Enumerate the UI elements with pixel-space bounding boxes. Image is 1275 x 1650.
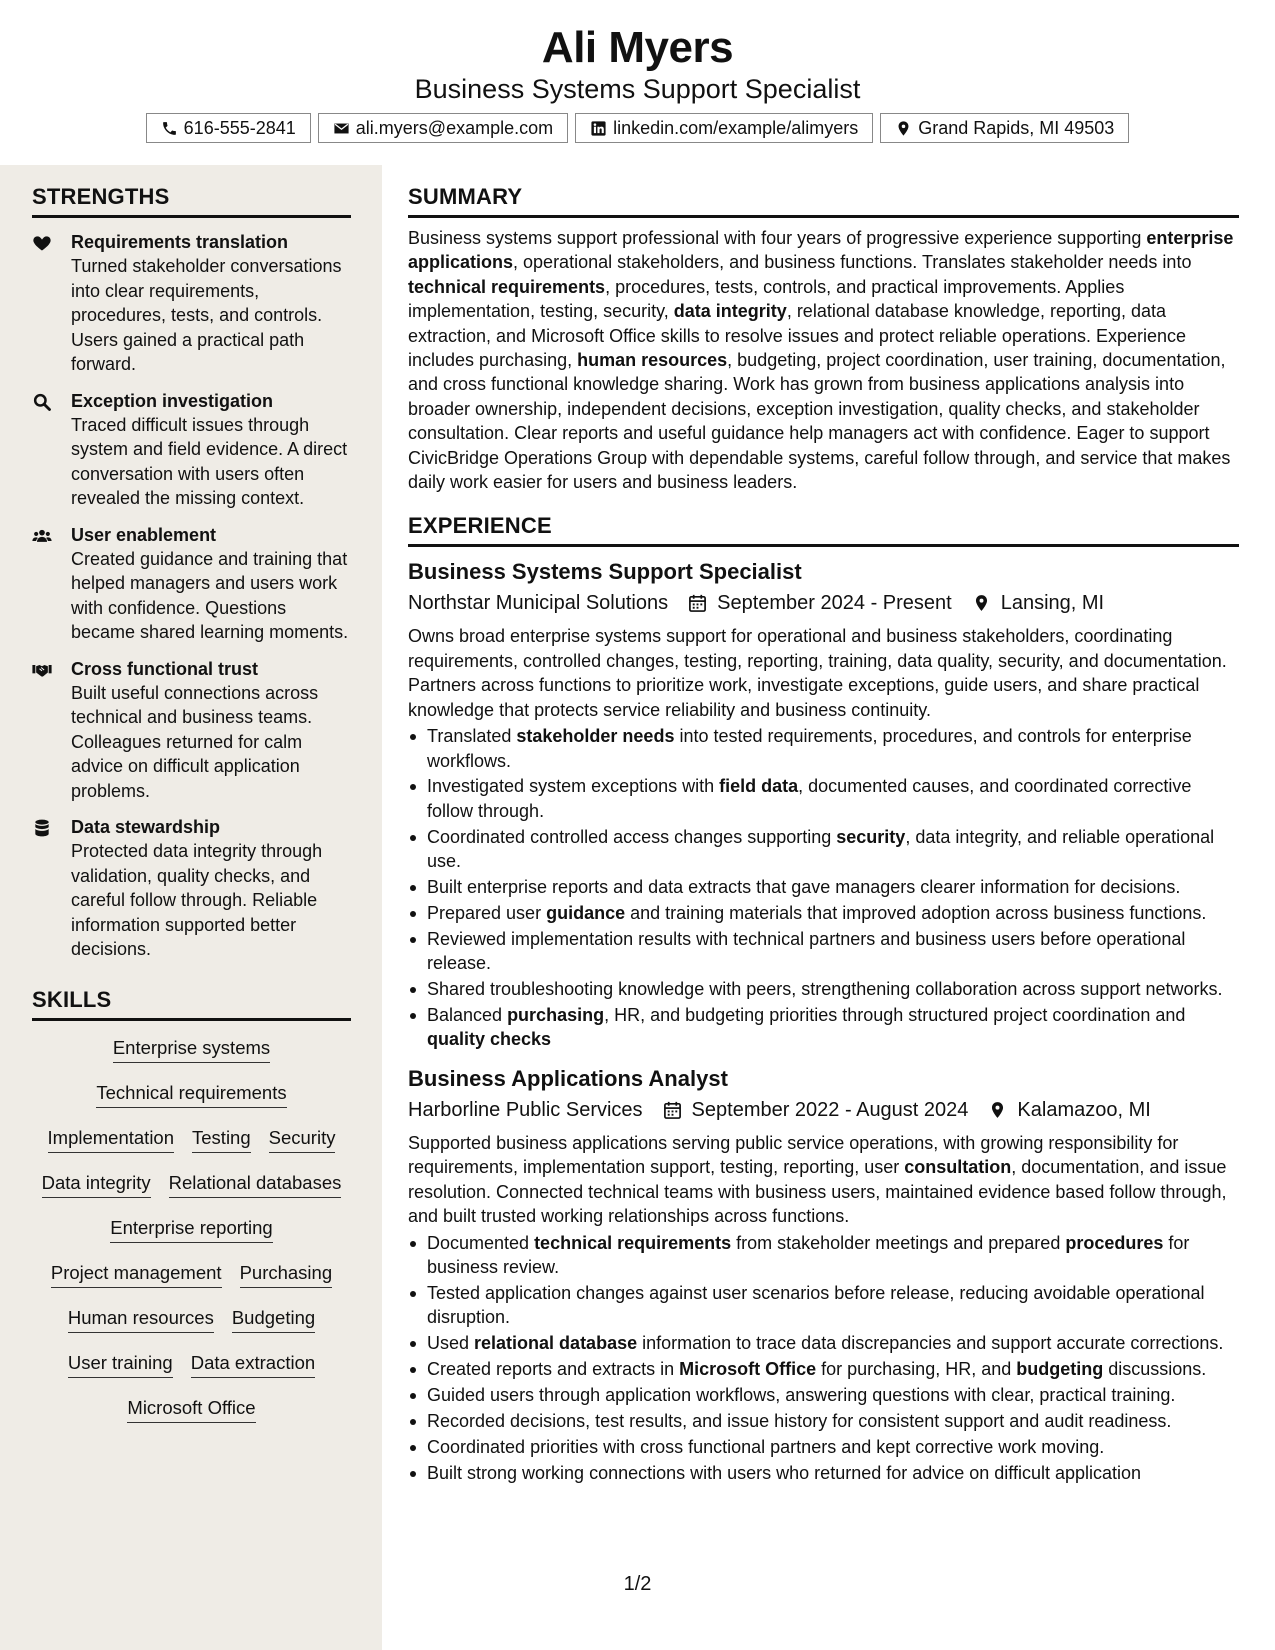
- skill-row: [32, 1168, 351, 1213]
- strength-description: Protected data integrity through validation, quality checks, and careful follow through. Reliable information supported better decisions.: [71, 841, 323, 959]
- bullet-item: [408, 1357, 1239, 1381]
- skill-tag: Testing: [192, 1125, 251, 1153]
- contact-location[interactable]: [880, 113, 1129, 143]
- bold-text: stakeholder needs: [516, 726, 675, 747]
- bullet-item: [408, 1409, 1239, 1433]
- contact-linkedin-text: linkedin.com/example/alimyers: [613, 118, 859, 138]
- text-run: , procedures, tests, controls, and practical improvements. Applies implementation, testing, security,: [408, 276, 1125, 322]
- contact-bar: [0, 113, 1275, 143]
- text-run: Created reports and extracts in: [427, 1359, 680, 1380]
- skill-tag: Security: [269, 1125, 336, 1153]
- skill-row: [32, 1123, 351, 1168]
- contact-phone[interactable]: [146, 113, 311, 143]
- text-run: Coordinated priorities with cross functional partners and kept corrective work moving.: [427, 1436, 1105, 1457]
- text-run: , budgeting, project coordination, user training, documentation, and cross functional knowledge sharing. Work has grown from business applications analysis into broader ownership, independent decisions, exception investigation, quality checks, and stakeholder consultation. Clear reports and useful guidance help managers act with confidence. Eager to support CivicBridge Operations Group with dependable systems, careful follow through, and service that makes daily work easier for users and business leaders.: [408, 350, 1231, 493]
- bold-text: human resources: [577, 350, 728, 371]
- skill-tag: Enterprise systems: [113, 1035, 270, 1063]
- text-run: Business systems support professional with four years of progressive experience supporting: [408, 228, 1147, 248]
- skill-row: [32, 1303, 351, 1348]
- strength-item: [32, 230, 351, 377]
- text-run: Investigated system exceptions with: [427, 776, 720, 797]
- job-meta: [408, 1095, 1239, 1125]
- bold-text: data integrity: [673, 301, 787, 322]
- skill-row: [32, 1393, 351, 1438]
- bold-text: field data: [719, 776, 799, 797]
- skill-tag: Project management: [51, 1260, 222, 1288]
- bullet-item: [408, 977, 1239, 1001]
- candidate-title: Business Systems Support Specialist: [414, 74, 861, 104]
- skill-tag: Human resources: [68, 1305, 214, 1333]
- skill-tag: Enterprise reporting: [110, 1215, 272, 1243]
- job-dates: September 2022 - August 2024: [691, 1098, 969, 1121]
- contact-location-text: Grand Rapids, MI 49503: [918, 118, 1115, 138]
- bold-text: technical requirements: [408, 276, 606, 297]
- skill-tag: Implementation: [48, 1125, 174, 1153]
- job-location: Kalamazoo, MI: [1017, 1098, 1151, 1121]
- database-icon: [32, 818, 54, 838]
- bold-text: relational database: [474, 1333, 638, 1354]
- text-run: Prepared user: [427, 902, 547, 923]
- location-pin-icon: [895, 120, 912, 137]
- text-run: into tested requirements, procedures, and controls for enterprise workflows.: [427, 726, 1192, 771]
- bold-text: budgeting: [1016, 1359, 1104, 1380]
- bullet-item: [408, 1331, 1239, 1355]
- bullet-item: [408, 901, 1239, 925]
- contact-email-text: ali.myers@example.com: [355, 118, 554, 138]
- bullet-item: [408, 1231, 1239, 1280]
- experience-heading: EXPERIENCE: [408, 512, 1239, 547]
- text-run: from stakeholder meetings and prepared: [731, 1232, 1066, 1253]
- skill-tag: User training: [68, 1350, 173, 1378]
- strength-item: [32, 523, 351, 645]
- skill-row: [32, 1348, 351, 1393]
- linkedin-icon: [590, 120, 607, 137]
- sidebar: [0, 165, 382, 1650]
- skill-row: [32, 1213, 351, 1258]
- job-entry: [408, 557, 1239, 1051]
- text-run: information to trace data discrepancies and support accurate corrections.: [637, 1333, 1224, 1354]
- skill-row: [32, 1033, 351, 1078]
- bold-text: procedures: [1065, 1232, 1164, 1253]
- text-run: for purchasing, HR, and: [816, 1359, 1017, 1380]
- summary-heading: SUMMARY: [408, 183, 1239, 218]
- summary-text: [408, 226, 1239, 494]
- text-run: Supported business applications serving public service operations, with growing responsibility for requirements, implementation support, testing, reporting, user: [408, 1132, 1179, 1178]
- handshake-icon: [32, 660, 54, 680]
- main-content: [408, 165, 1239, 1487]
- strength-title: Data stewardship: [71, 817, 221, 837]
- strength-description: Turned stakeholder conversations into clear requirements, procedures, tests, and controls. Users gained a practical path forward.: [71, 256, 342, 374]
- calendar-icon: [663, 1100, 682, 1120]
- skill-tag: Budgeting: [232, 1305, 315, 1333]
- bullet-item: [408, 825, 1239, 874]
- skill-tag: Microsoft Office: [127, 1395, 255, 1423]
- bold-text: security: [836, 826, 906, 847]
- job-entry: [408, 1064, 1239, 1485]
- bold-text: Microsoft Office: [679, 1359, 817, 1380]
- heart-icon: [32, 233, 54, 253]
- job-title: Business Applications Analyst: [408, 1065, 728, 1091]
- bullet-item: [408, 1435, 1239, 1459]
- job-location: Lansing, MI: [1000, 592, 1105, 615]
- job-company: Harborline Public Services: [408, 1098, 643, 1121]
- job-bullets: [408, 1231, 1239, 1486]
- strength-item: [32, 389, 351, 511]
- skill-tag: Data integrity: [42, 1170, 151, 1198]
- strength-description: Built useful connections across technical and business teams. Colleagues returned for calm advice on difficult application problems.: [71, 682, 319, 801]
- bold-text: purchasing: [507, 1005, 605, 1026]
- skills-heading: SKILLS: [32, 986, 351, 1021]
- skills-section: [32, 986, 351, 1438]
- users-icon: [32, 526, 54, 546]
- skill-tag: Data extraction: [191, 1350, 315, 1378]
- phone-icon: [161, 120, 178, 137]
- bullet-item: [408, 1281, 1239, 1330]
- text-run: Documented: [427, 1232, 535, 1253]
- bold-text: guidance: [546, 902, 626, 923]
- text-run: discussions.: [1103, 1359, 1207, 1380]
- bold-text: consultation: [904, 1157, 1012, 1178]
- contact-email[interactable]: [318, 113, 568, 143]
- text-run: , data integrity, and reliable operational use.: [427, 826, 1215, 872]
- skill-tag: Purchasing: [240, 1260, 333, 1288]
- skill-row: [32, 1258, 351, 1303]
- strength-item: [32, 815, 351, 962]
- job-meta: [408, 588, 1239, 618]
- calendar-icon: [688, 593, 707, 613]
- bullet-item: [408, 875, 1239, 899]
- skill-row: [32, 1078, 351, 1123]
- bullet-item: [408, 927, 1239, 976]
- bold-text: technical requirements: [534, 1232, 732, 1253]
- strength-item: [32, 657, 351, 804]
- job-company: Northstar Municipal Solutions: [408, 592, 669, 615]
- text-run: Built strong working connections with users who returned for advice on difficult application: [427, 1462, 1142, 1483]
- page-number: 1/2: [623, 1573, 652, 1595]
- skill-tag: Relational databases: [169, 1170, 342, 1198]
- location-pin-icon: [988, 1100, 1007, 1120]
- envelope-icon: [333, 120, 350, 137]
- text-run: for business review.: [427, 1232, 1190, 1277]
- job-description: [408, 1131, 1239, 1229]
- text-run: , documentation, and issue resolution. Connected technical teams with business users, maintained evidence based follow through, and built trusted working relationships across functions.: [408, 1157, 1227, 1227]
- text-run: Reviewed implementation results with technical partners and business users before operational release.: [427, 928, 1186, 974]
- bold-text: quality checks: [427, 1029, 552, 1050]
- job-title: Business Systems Support Specialist: [408, 559, 802, 585]
- text-run: Translated: [427, 726, 517, 747]
- text-run: , documented causes, and coordinated corrective follow through.: [427, 776, 1192, 821]
- text-run: Balanced: [427, 1005, 508, 1026]
- strength-title: Requirements translation: [71, 232, 289, 252]
- text-run: Tested application changes against user scenarios before release, reducing avoidable operational disruption.: [427, 1282, 1205, 1328]
- bullet-item: [408, 774, 1239, 823]
- text-run: Built enterprise reports and data extracts that gave managers clearer information for decisions.: [427, 877, 1181, 898]
- bullet-item: [408, 1383, 1239, 1407]
- search-icon: [32, 392, 54, 412]
- text-run: Used: [427, 1333, 475, 1354]
- text-run: and training materials that improved adoption across business functions.: [625, 902, 1207, 923]
- strength-title: Cross functional trust: [71, 658, 259, 679]
- strength-title: User enablement: [71, 524, 217, 545]
- resume-header: [0, 0, 1275, 165]
- contact-phone-text: 616-555-2841: [183, 118, 296, 138]
- strength-description: Traced difficult issues through system and field evidence. A direct conversation with users often revealed the missing context.: [71, 414, 348, 508]
- job-description: [408, 624, 1239, 722]
- text-run: Coordinated controlled access changes supporting: [427, 826, 837, 847]
- text-run: Owns broad enterprise systems support for operational and business stakeholders, coordinating requirements, controlled changes, testing, reporting, training, data quality, security, and documentation. Partners across functions to prioritize work, investigate exceptions, guide users, and share practical knowledge that protects service reliability and business continuity.: [408, 626, 1227, 720]
- strength-title: Exception investigation: [71, 390, 274, 411]
- job-dates: September 2024 - Present: [717, 592, 952, 615]
- bullet-item: [408, 1461, 1239, 1485]
- bullet-item: [408, 1003, 1239, 1052]
- bullet-item: [408, 724, 1239, 773]
- location-pin-icon: [972, 593, 991, 613]
- text-run: , operational stakeholders, and business functions. Translates stakeholder needs into: [513, 252, 1192, 273]
- bold-text: enterprise applications: [408, 228, 1234, 273]
- experience-section: [408, 512, 1239, 1485]
- contact-linkedin[interactable]: [575, 113, 873, 143]
- skills-list: [32, 1033, 351, 1438]
- strength-description: Created guidance and training that helped managers and users work with confidence. Questions became shared learning moments.: [71, 548, 349, 642]
- job-bullets: [408, 724, 1239, 1052]
- text-run: , HR, and budgeting priorities through structured project coordination and: [604, 1005, 1186, 1026]
- text-run: Recorded decisions, test results, and issue history for consistent support and audit readiness.: [427, 1410, 1172, 1431]
- strengths-heading: STRENGTHS: [32, 183, 351, 218]
- text-run: Shared troubleshooting knowledge with peers, strengthening collaboration across support networks.: [427, 979, 1223, 1000]
- text-run: , relational database knowledge, reporting, data extraction, and Microsoft Office skills to resolve issues and protect reliable operations. Experience includes purchasing,: [408, 301, 1187, 371]
- text-run: Guided users through application workflows, answering questions with clear, practical training.: [427, 1384, 1176, 1405]
- candidate-name: Ali Myers: [541, 23, 734, 72]
- skill-tag: Technical requirements: [96, 1080, 286, 1108]
